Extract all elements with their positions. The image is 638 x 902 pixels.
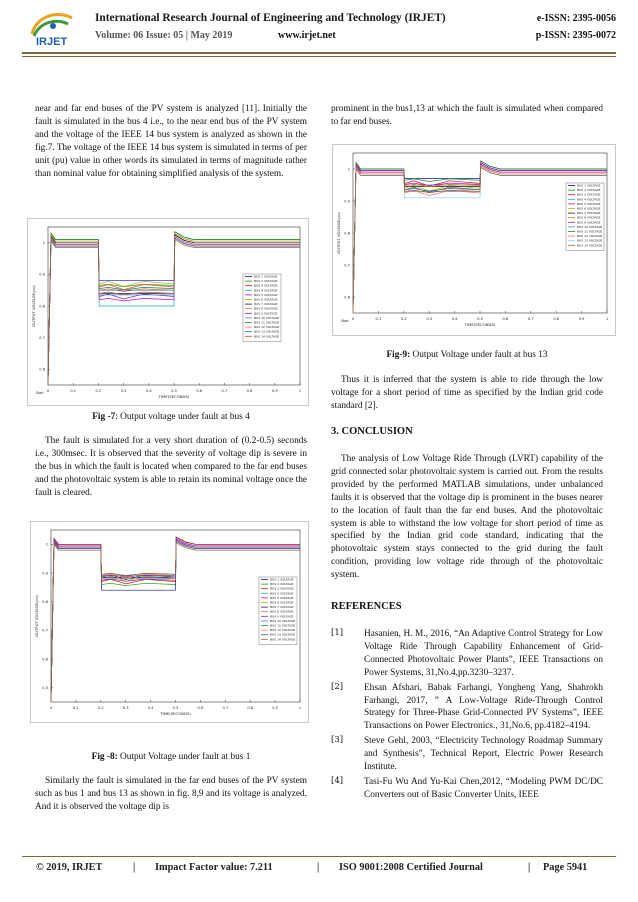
legend-entry: BUS 11 VOLTAGE: [254, 320, 280, 325]
figure-9-caption-label: Fig-9:: [386, 350, 411, 360]
x-tick-label: 0.2: [95, 389, 102, 393]
x-tick-label: 0.1: [375, 317, 382, 321]
reference-text: Ehsan Afshari, Babak Farhangi, Yongheng Yang, Shahrokh Farhangi, 2017, ” A Low-Voltage Ride-Through Control Strategy for Three-Phase Grid-Connected PV Systems”, IEEE Transactions on Power Electronics., 31,No.6, pp.4182–4194.: [364, 682, 603, 732]
legend-entry: BUS 2 VOLTAGE: [270, 582, 294, 587]
y-tick-label: 0.8: [42, 599, 48, 604]
x-tick-label: 0.1: [73, 706, 79, 710]
x-tick-label: 0.8: [247, 706, 254, 710]
x-tick-label: 0.6: [197, 706, 204, 710]
legend-entry: BUS 4 VOLTAGE: [270, 591, 294, 596]
y-tick-label: 1: [45, 542, 48, 547]
legend-entry: BUS 10 VOLTAGE: [270, 618, 296, 623]
x-tick-label: 0.2: [400, 317, 407, 321]
x-tick-label: 0.3: [426, 317, 433, 321]
legend-entry: BUS 7 VOLTAGE: [270, 605, 294, 610]
irjet-logo: [22, 8, 84, 50]
figure-9-caption-text: Output Voltage under fault at bus 13: [410, 350, 548, 360]
y-tick-label: 1: [42, 241, 45, 246]
figure-7-caption-label: Fig -7: [92, 412, 116, 422]
legend-entry: BUS 1 VOLTAGE: [270, 577, 294, 582]
footer-rule: [22, 856, 616, 857]
figure-8-caption-label: Fig -8:: [91, 752, 118, 762]
legend-entry: BUS 5 VOLTAGE: [577, 201, 601, 206]
header-rule: [22, 52, 616, 54]
figure-9-chart: [333, 145, 615, 335]
x-axis-label: TIME(SECONDS): [464, 322, 496, 327]
x-tick-label: 0.5: [172, 706, 179, 710]
e-issn: e-ISSN: 2395-0056: [536, 13, 616, 24]
volume-issue: Volume: 06 Issue: 05 | May 2019: [95, 30, 233, 41]
footer-sep-2: |: [317, 862, 320, 873]
x-tick-label: 0.8: [246, 389, 253, 393]
x-tick-label: 0.9: [271, 389, 278, 393]
references-list: [331, 628, 603, 802]
y-tick-label: 0.6: [42, 657, 48, 662]
legend-entry: BUS 4 VOLTAGE: [254, 288, 278, 293]
left-para-1: near and far end buses of the PV system is analyzed [11]. Initially the fault is simulated in the bus 4 i.e., to the near end bus of the PV system and the voltage of the IEEE 14 bus system is analyzed as shown in the fig.7. The voltage of the IEEE 14 bus system is simulated in terms of per unit (pu) value in other words its simulated in terms of magnitude rather than nominal value for obtaining simplified analysis of the system.: [35, 104, 307, 179]
legend-entry: BUS 11 VOLTAGE: [270, 623, 296, 628]
legend-entry: BUS 6 VOLTAGE: [254, 297, 278, 302]
conclusion-heading: 3. CONCLUSION: [331, 426, 413, 437]
y-tick-label: 0.8: [39, 304, 45, 309]
reference-text: Tasi-Fu Wu And Yu-Kai Chen,2012, “Modeling PWM DC/DC Converters out of Basic Converter Units, IEEE: [364, 776, 603, 800]
x-tick-label: 0.6: [196, 389, 203, 393]
x-tick-label: 0: [46, 389, 50, 393]
y-tick-label: 0.6: [344, 295, 350, 300]
footer-page: Page 5941: [543, 862, 588, 873]
footer-sep-3: |: [528, 862, 531, 873]
legend-entry: BUS 12 VOLTAGE: [270, 628, 296, 633]
legend-entry: BUS 11 VOLTAGE: [577, 229, 603, 234]
x-tick-label: 1: [605, 317, 609, 321]
x-tick-label: 0: [49, 706, 53, 710]
footer-impact: Impact Factor value: 7.211: [155, 862, 273, 873]
legend-entry: BUS 3 VOLTAGE: [254, 283, 278, 288]
legend-entry: BUS 6 VOLTAGE: [577, 206, 601, 211]
x-tick-label: 0.4: [451, 317, 458, 321]
conclusion-text: The analysis of Low Voltage Ride Through (LVRT) capability of the grid connected solar photovoltaic system is carried out. From the results provided by the performed MATLAB simulations, under unbalanced faults it is observed that the voltage dip is prominent in the buses nearer to the location of fault than the far end buses. And the photovoltaic system is able to withstand the low voltage for short period of time as specified by the Indian grid code standard, indicating that the photovoltaic system stays connected to the grid during the fault condition, providing low voltage ride through of the photovoltaic system.: [331, 454, 603, 581]
x-tick-label: 0.7: [222, 706, 229, 710]
legend-entry: BUS 9 VOLTAGE: [254, 311, 278, 316]
journal-title: International Research Journal of Engineering and Technology (IRJET): [95, 12, 446, 24]
legend-entry: BUS 7 VOLTAGE: [577, 211, 601, 216]
x-tick-label: 0.3: [122, 706, 129, 710]
legend-entry: BUS 13 VOLTAGE: [254, 329, 280, 334]
figure-7-chart: [28, 219, 308, 405]
legend-entry: BUS 12 VOLTAGE: [577, 234, 603, 239]
footer-iso: ISO 9001:2008 Certified Journal: [339, 862, 483, 873]
y-tick-label: 0.7: [39, 335, 45, 340]
right-para-1: prominent in the bus1,13 at which the fault is simulated when compared to far end buses.: [331, 104, 603, 127]
legend-entry: BUS 1 VOLTAGE: [254, 274, 278, 279]
x-tick-label: 0.9: [578, 317, 585, 321]
legend-entry: BUS 10 VOLTAGE: [254, 315, 280, 320]
legend-entry: BUS 5 VOLTAGE: [254, 292, 278, 297]
legend-entry: BUS 2 VOLTAGE: [254, 279, 278, 284]
legend-entry: BUS 10 VOLTAGE: [577, 224, 603, 229]
legend-entry: BUS 9 VOLTAGE: [270, 614, 294, 619]
legend-entry: BUS 12 VOLTAGE: [254, 325, 280, 330]
x-tick-label: 0.4: [145, 389, 152, 393]
left-para-3: Similarly the fault is simulated in the far end buses of the PV system such as bus 1 and bus 13 as shown in fig. 8,9 and its voltage is analyzed. And it is observed the voltage dip is: [35, 776, 307, 812]
reference-number: [1]: [331, 628, 344, 638]
x-tick-label: 0.4: [147, 706, 154, 710]
x-tick-label: 0.7: [221, 389, 228, 393]
x-tick-label: 1: [298, 706, 302, 710]
figure-8-chart: [31, 522, 308, 722]
x-tick-label: 0.5: [477, 317, 483, 321]
y-tick-label: 0.9: [42, 571, 48, 576]
legend-entry: BUS 2 VOLTAGE: [577, 188, 601, 193]
reference-item: [331, 735, 603, 774]
figure-8-caption: [35, 752, 307, 762]
y-tick-label: 0.6: [39, 367, 45, 372]
x-tick-label: 0.1: [70, 389, 77, 393]
x-tick-label: 0.9: [272, 706, 278, 710]
reference-item: [331, 628, 603, 680]
reference-item: [331, 682, 603, 734]
right-para-2: Thus it is inferred that the system is able to ride through the low voltage for a short period of time as specified by the Indian grid code standard [2].: [331, 375, 603, 411]
references-heading: REFERENCES: [331, 601, 402, 612]
legend-entry: BUS 8 VOLTAGE: [577, 215, 601, 220]
legend-entry: BUS 5 VOLTAGE: [270, 595, 294, 600]
figure-8-caption-text: Output Voltage under fault at bus 1: [117, 752, 251, 762]
y-tick-label: 0.7: [42, 628, 48, 633]
y-axis-label: OUTPUT VOLTAGE(pu): [34, 595, 39, 637]
header-rule-thin: [22, 56, 616, 57]
y-tick-label: 0.8: [344, 231, 350, 236]
x-tick-label: 0.7: [527, 317, 534, 321]
reference-number: [4]: [331, 775, 344, 786]
figure-7-caption-text: : Output voltage under fault at bus 4: [115, 412, 250, 422]
figure-9: [332, 144, 616, 336]
x-tick-label: 1: [298, 389, 302, 393]
y-axis-label: OUTPUT VOLTAGE(pu): [336, 212, 341, 254]
x-tick-label: 0.6: [502, 317, 509, 321]
corner-label: Start: [341, 319, 349, 323]
logo-text: IRJET: [36, 36, 68, 48]
figure-7: [27, 218, 309, 406]
x-tick-label: 0.5: [171, 389, 177, 393]
x-tick-label: 0.2: [97, 706, 104, 710]
footer-sep-1: |: [133, 862, 136, 873]
figure-8: [30, 521, 309, 723]
legend-entry: BUS 13 VOLTAGE: [270, 632, 296, 637]
legend-entry: BUS 7 VOLTAGE: [254, 302, 278, 307]
reference-item: [331, 776, 603, 802]
x-tick-label: 0: [351, 317, 355, 321]
reference-text: Steve Gehl, 2003, “Electricity Technology Roadmap Summary and Synthesis”, Technical Report, Electric Power Research Institute.: [364, 736, 603, 773]
legend-entry: BUS 14 VOLTAGE: [254, 334, 280, 339]
reference-text: Hasanien, H. M., 2016, “An Adaptive Control Strategy for Low Voltage Ride Through Capability Enhancement of Grid-Connected Photovoltaic Power Plants”, IEEE Transactions on Power Systems, 31,No.4,pp.3230–3237.: [364, 629, 603, 678]
legend-entry: BUS 4 VOLTAGE: [577, 197, 601, 202]
reference-number: [3]: [331, 735, 344, 746]
y-tick-label: 0.9: [344, 199, 350, 204]
figure-7-caption: [35, 412, 307, 422]
legend-entry: BUS 8 VOLTAGE: [254, 306, 278, 311]
reference-number: [2]: [331, 681, 344, 692]
y-tick-label: 0.5: [42, 685, 48, 690]
x-axis-label: TIME(SECONDS): [158, 394, 190, 399]
left-para-2: The fault is simulated for a very short duration of (0.2-0.5) seconds i.e., 300msec. It is observed that the severity of voltage dip is severe in the bus in which the fault is located when compared to the far end buses and the photovoltaic system is able to retain its nominal voltage once the fault is cleared.: [35, 436, 307, 498]
y-axis-label: OUTPUT VOLTAGE(pu): [31, 285, 36, 327]
legend-entry: BUS 13 VOLTAGE: [577, 238, 603, 243]
website[interactable]: www.irjet.net: [278, 30, 336, 41]
figure-9-caption: [331, 350, 603, 360]
legend-entry: BUS 3 VOLTAGE: [577, 192, 601, 197]
legend-entry: BUS 3 VOLTAGE: [270, 586, 294, 591]
legend-entry: BUS 8 VOLTAGE: [270, 609, 294, 614]
corner-label: Start: [36, 391, 44, 395]
y-tick-label: 0.9: [39, 272, 45, 277]
y-tick-label: 0.7: [344, 263, 350, 268]
legend-entry: BUS 14 VOLTAGE: [577, 243, 603, 248]
legend-entry: BUS 1 VOLTAGE: [577, 183, 601, 188]
footer-copyright: © 2019, IRJET: [36, 862, 103, 873]
x-axis-label: TIME(SECONDS): [160, 711, 191, 716]
legend-entry: BUS 14 VOLTAGE: [270, 637, 296, 642]
y-tick-label: 1: [347, 167, 350, 172]
legend-entry: BUS 9 VOLTAGE: [577, 220, 601, 225]
legend-entry: BUS 6 VOLTAGE: [270, 600, 294, 605]
x-tick-label: 0.3: [120, 389, 127, 393]
x-tick-label: 0.8: [553, 317, 560, 321]
p-issn: p-ISSN: 2395-0072: [535, 30, 616, 41]
